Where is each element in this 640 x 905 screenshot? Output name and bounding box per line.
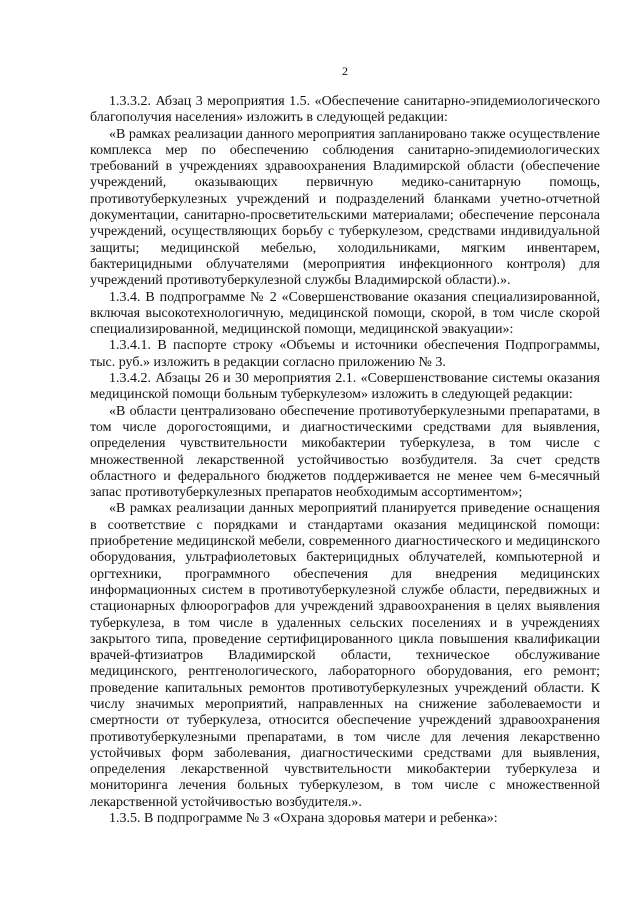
paragraph-1-3-4: 1.3.4. В подпрограмме № 2 «Совершенствование оказания специализированной, включая высокотехнологичную, медицинской помощи, скорой, в том числе скорой специализированной, медицинской помощи, медицинской эвакуации»: xyxy=(90,289,600,338)
paragraph-1-3-5: 1.3.5. В подпрограмме № 3 «Охрана здоровья матери и ребенка»: xyxy=(109,811,498,827)
paragraph-1-3-4-2: 1.3.4.2. Абзацы 26 и 30 мероприятия 2.1. «Совершенствование системы оказания медицинской помощи больным туберкулезом» изложить в следующей редакции: xyxy=(90,371,600,403)
paragraph-quote-drug-supply: «В области централизовано обеспечение противотуберкулезными препаратами, в том числе дорогостоящими, и диагностическими средствами для выявления, определения чувствительности микобактерии туберкулеза, в том числе с множественной лекарственной устойчивостью возбудителя. За счет средств областного и федерального бюджетов поддерживается не менее чем 6-месячный запас противотуберкулезных препаратов необходимым ассортиментом»; xyxy=(90,403,600,501)
paragraph-1-3-4-1: 1.3.4.1. В паспорте строку «Объемы и источники обеспечения Подпрограммы, тыс. руб.» изложить в редакции согласно приложению № 3. xyxy=(90,338,600,370)
paragraph-1-3-3-2: 1.3.3.2. Абзац 3 мероприятия 1.5. «Обеспечение санитарно-эпидемиологического благополучия населения» изложить в следующей редакции: xyxy=(90,94,600,126)
paragraph-quote-sanitary-measures: «В рамках реализации данного мероприятия запланировано также осуществление комплекса мер по обеспечению соблюдения санитарно-эпидемиологических требований в учреждениях здравоохранения Владимирской области (обеспечение учреждений, оказывающих первичную медико-санитарную помощь, противотуберкулезных учреждений и подразделений бланками учетно-отчетной документации, санитарно-просветительскими материалами; обеспечение персонала учреждений, осуществляющих борьбу с туберкулезом, средствами индивидуальной защиты; медицинской мебелью, холодильниками, мягким инвентарем, бактерицидными облучателями (мероприятия инфекционного контроля) для учреждений противотуберкулезной службы Владимирской области).». xyxy=(90,126,600,289)
page-number: 2 xyxy=(342,64,348,78)
paragraph-quote-equipment: «В рамках реализации данных мероприятий планируется приведение оснащения в соответствие с порядками и стандартами оказания медицинской помощи: приобретение медицинской мебели, современного диагностического и медицинского оборудования, ультрафиолетовых бактерицидных облучателей, компьютерной и оргтехники, программного обеспечения для внедрения медицинских информационных систем в противотуберкулезной службе области, передвижных и стационарных флюорографов для учреждений здравоохранения в целях выявления туберкулеза, в том числе в удаленных сельских поселениях и в учреждениях закрытого типа, проведение сертифицированного цикла повышения квалификации врачей-фтизиатров Владимирской области, техническое обслуживание медицинского, рентгенологического, лабораторного оборудования, его ремонт; проведение капитальных ремонтов противотуберкулезных учреждений области. К числу значимых мероприятий, направленных на снижение заболеваемости и смертности от туберкулеза, относится обеспечение учреждений здравоохранения противотуберкулезными препаратами, в том числе для лечения лекарственно устойчивых форм заболевания, диагностическими средствами для выявления, определения лекарственной чувствительности микобактерии туберкулеза и мониторинга лечения больных туберкулезом, в том числе с множественной лекарственной устойчивостью возбудителя.». xyxy=(90,501,600,810)
document-page xyxy=(90,64,600,827)
